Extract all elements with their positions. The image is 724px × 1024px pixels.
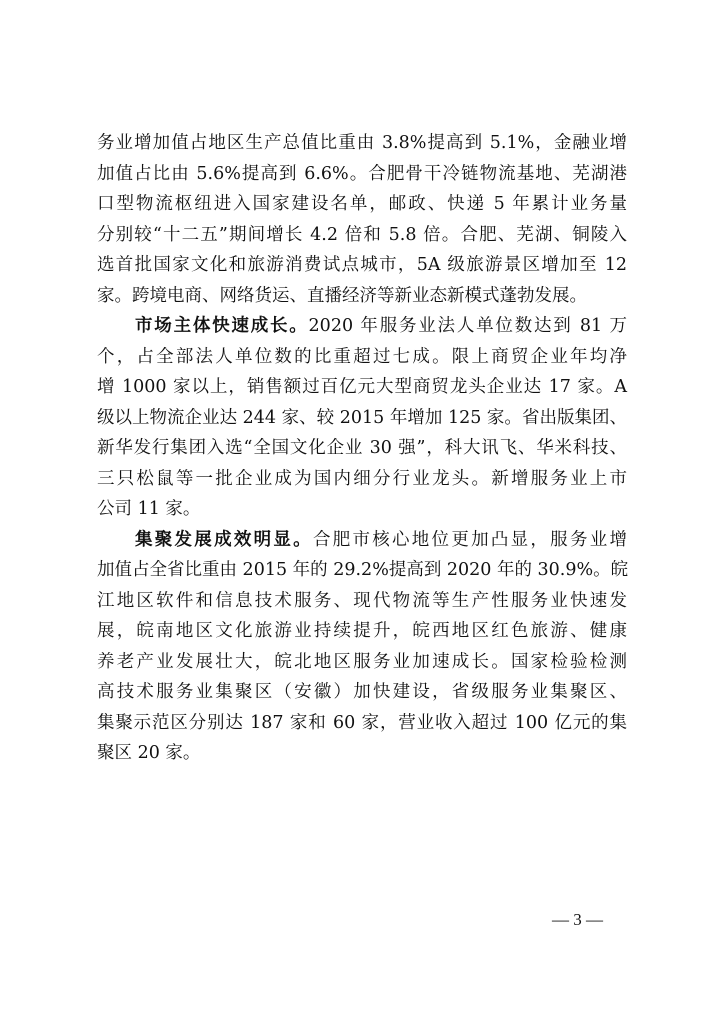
text-line: 公司 11 家。 <box>97 499 201 519</box>
paragraph-heading: 集聚发展成效明显。 <box>135 529 313 550</box>
text-line: 高技术服务业集聚区（安徽）加快建设，省级服务业集聚区、 <box>97 682 627 702</box>
text-line: 增 1000 家以上，销售额过百亿元大型商贸龙头企业达 17 家。A <box>97 377 627 397</box>
text-fragment: 合肥市核心地位更加凸显，服务业增 <box>312 529 627 550</box>
text-line <box>97 311 627 342</box>
text-line <box>97 525 627 556</box>
text-line: 个，占全部法人单位数的比重超过七成。限上商贸企业年均净 <box>97 346 627 367</box>
text-line: 级以上物流企业达 244 家、较 2015 年增加 125 家。省出版集团、 <box>97 407 627 428</box>
text-line: 选首批国家文化和旅游消费试点城市，5A 级旅游景区增加至 12 <box>97 255 627 275</box>
text-line: 养老产业发展壮大，皖北地区服务业加速成长。国家检验检测 <box>97 651 627 672</box>
text-line: 三只松鼠等一批企业成为国内细分行业龙头。新增服务业上市 <box>97 468 627 489</box>
paragraph-market-entities <box>97 311 627 525</box>
text-line: 分别较“十二五”期间增长 4.2 倍和 5.8 倍。合肥、芜湖、铜陵入 <box>97 224 627 245</box>
text-line: 口型物流枢纽进入国家建设名单，邮政、快递 5 年累计业务量 <box>97 194 627 214</box>
text-line: 聚区 20 家。 <box>97 743 201 763</box>
page-number: — 3 — <box>552 910 603 929</box>
paragraph-heading: 市场主体快速成长。 <box>135 316 309 336</box>
paragraph-service-finance <box>97 128 627 311</box>
document-body <box>97 128 627 769</box>
text-line: 加值占全省比重由 2015 年的 29.2%提高到 2020 年的 30.9%。皖 <box>97 560 629 580</box>
text-line: 集聚示范区分别达 187 家和 60 家，营业收入超过 100 亿元的集 <box>97 712 627 733</box>
text-line: 加值占比由 5.6%提高到 6.6%。合肥骨干冷链物流基地、芜湖港 <box>97 163 627 184</box>
text-line: 展，皖南地区文化旅游业持续提升，皖西地区红色旅游、健康 <box>97 621 627 641</box>
text-fragment: 2020 年服务业法人单位数达到 81 万 <box>308 316 627 336</box>
text-line: 务业增加值占地区生产总值比重由 3.8%提高到 5.1%，金融业增 <box>97 133 627 153</box>
text-line: 新华发行集团入选“全国文化企业 30 强”，科大讯飞、华米科技、 <box>97 438 627 458</box>
text-line: 江地区软件和信息技术服务、现代物流等生产性服务业快速发 <box>97 590 627 611</box>
paragraph-cluster-development <box>97 525 627 769</box>
text-line: 家。跨境电商、网络货运、直播经济等新业态新模式蓬勃发展。 <box>97 285 587 306</box>
